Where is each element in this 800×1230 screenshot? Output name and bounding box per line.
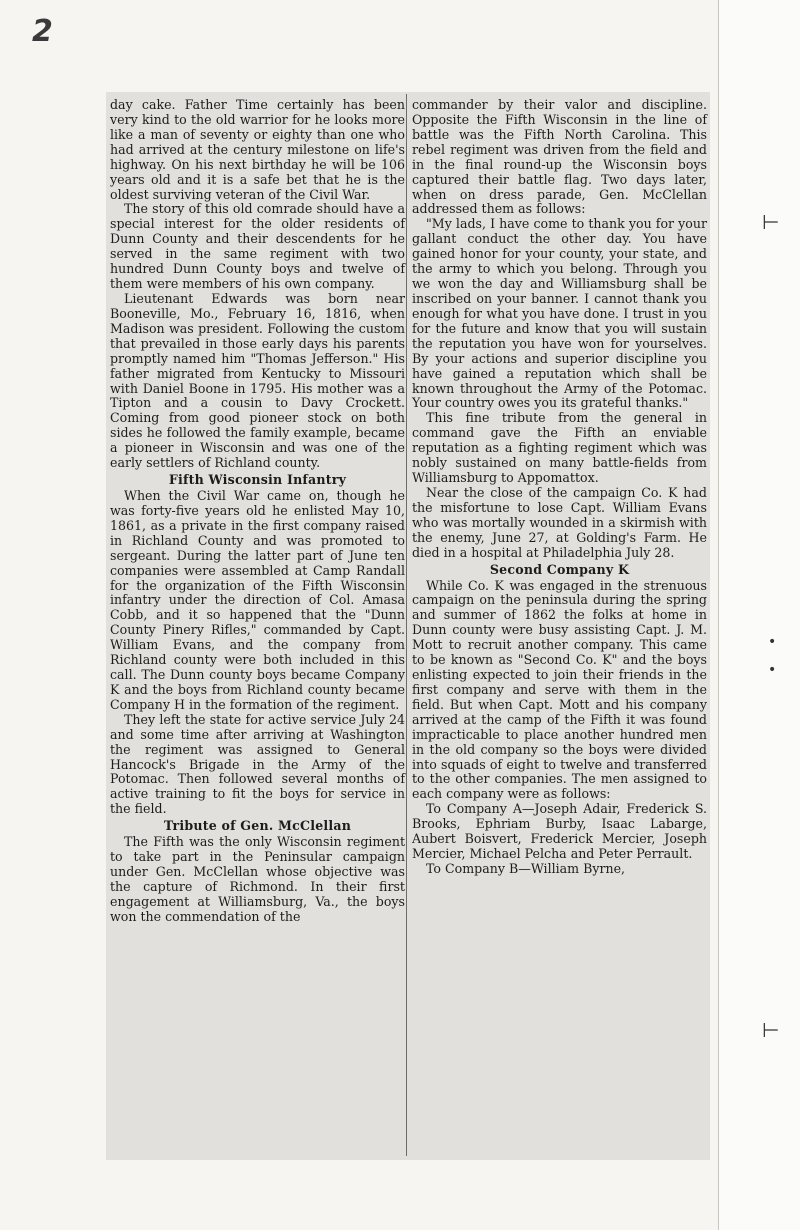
page-margin-edge bbox=[718, 0, 800, 1230]
paragraph: To Company A—Joseph Adair, Frederick S. Brooks, Ephriam Burby, Isaac Labarge, Aubert Boisvert, Frederick Mercier, Joseph Mercier, Michael Pelcha and Peter Perrault. bbox=[412, 801, 707, 862]
paragraph: day cake. Father Time certainly has been very kind to the old warrior for he looks more like a man of seventy or eighty than one who had arrived at the century milestone on life's highway. On his next birthday he will be 106 years old and it is a safe bet that he is the oldest surviving veteran of the Civil War. bbox=[110, 97, 405, 202]
paragraph: The story of this old comrade should have a special interest for the older residents of Dunn County and their descendents for he served in the same regiment with two hundred Dunn County boys and twelve of them were members of his own company. bbox=[110, 201, 405, 292]
paragraph: commander by their valor and discipline. Opposite the Fifth Wisconsin in the line of battle was the Fifth North Carolina. This rebel regiment was driven from the field and in the final round-up the Wisconsin boys captured their battle flag. Two days later, when on dress parade, Gen. McClellan addressed them as follows: bbox=[412, 97, 707, 217]
right-column bbox=[412, 98, 707, 877]
paragraph: They left the state for active service July 24 and some time after arriving at Washington the regiment was assigned to General Hancock's Brigade in the Army of the Potomac. Then followed several months of active training to fit the boys for service in the field. bbox=[110, 711, 405, 817]
binder-mark-top: ⊢ bbox=[762, 210, 780, 234]
paragraph: This fine tribute from the general in command gave the Fifth an enviable reputation as a fighting regiment which was nobly sustained on many battle-fields from Williamsburg to Appomattox. bbox=[412, 410, 707, 486]
paragraph: When the Civil War came on, though he was forty-five years old he enlisted May 10, 1861, as a private in the first company raised in Richland County and was promoted to sergeant. During the latter part of June ten companies were assembled at Camp Randall for the organization of the Fifth Wisconsin infantry under the direction of Col. Amasa Cobb, and it so happened that the "Dunn County Pinery Rifles," commanded by Capt. William Evans, and the company from Richland county were both included in this call. The Dunn county boys became Company K and the boys from Richland county became Company H in the formation of the regiment. bbox=[110, 487, 405, 712]
paragraph: While Co. K was engaged in the strenuous campaign on the peninsula during the spring and summer of 1862 the folks at home in Dunn county were busy assisting Capt. J. M. Mott to recruit another company. This came to be known as "Second Co. K" and the boys enlisting expected to join their friends in the first company and serve with them in the field. But when Capt. Mott and his company arrived at the camp of the Fifth it was found impracticable to place another hundred men in the old company so the boys were divided into squads of eight to twelve and transferred to the other companies. The men assigned to each company were as follows: bbox=[412, 577, 707, 802]
binder-mark-middle-2: • bbox=[768, 662, 777, 678]
paragraph: Lieutenant Edwards was born near Booneville, Mo., February 16, 1816, when Madison was president. Following the custom that prevailed in those early days his parents promptly named him "Thomas Jefferson." His father migrated from Kentucky to Missouri with Daniel Boone in 1795. His mother was a Tipton and a cousin to Davy Crockett. Coming from good pioneer stock on both sides he followed the family example, became a pioneer in Wisconsin and was one of the early settlers of Richland county. bbox=[110, 290, 405, 471]
section-heading: Fifth Wisconsin Infantry bbox=[168, 472, 347, 488]
paragraph: "My lads, I have come to thank you for your gallant conduct the other day. You have gained honor for your county, your state, and the army to which you belong. Through you we won the day and Williamsburg shall be inscribed on your banner. I cannot thank you enough for what you have done. I trust in you for the future and know that you will sustain the reputation you have won for yourselves. By your actions and superior discipline you have gained a reputation which shall be known throughout the Army of the Potomac. Your country owes you its grateful thanks." bbox=[412, 216, 707, 411]
binder-mark-middle: • bbox=[768, 634, 777, 650]
section-heading: Second Company K bbox=[489, 561, 630, 577]
section-heading: Tribute of Gen. McClellan bbox=[163, 818, 352, 834]
column-divider bbox=[406, 94, 407, 1156]
paragraph: To Company B—William Byrne, bbox=[426, 861, 626, 877]
paragraph: Near the close of the campaign Co. K had the misfortune to lose Capt. William Evans who was mortally wounded in a skirmish with the enemy, June 27, at Golding's Farm. He died in a hospital at Philadelphia July 28. bbox=[412, 484, 707, 560]
left-column bbox=[110, 98, 405, 925]
paragraph: The Fifth was the only Wisconsin regiment to take part in the Peninsular campaign under Gen. McClellan whose objective was the capture of Richmond. In their first engagement at Williamsburg, Va., the boys won the commendation of the bbox=[110, 834, 405, 924]
page-number: 2 bbox=[32, 14, 53, 49]
binder-mark-bottom: ⊢ bbox=[762, 1018, 780, 1042]
